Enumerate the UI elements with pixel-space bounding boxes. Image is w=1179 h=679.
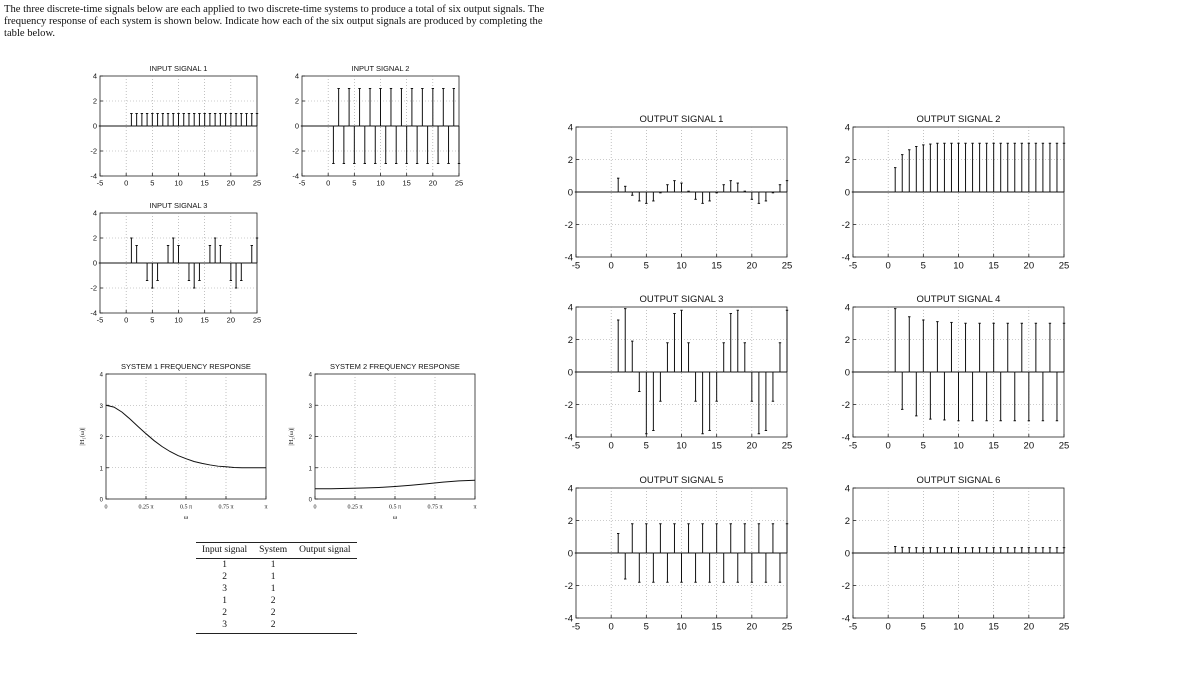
x-tick-label: 20 [1023, 440, 1035, 452]
x-tick-label: 0 [313, 504, 317, 511]
x-tick-label: 20 [226, 315, 236, 325]
x-tick-label: π [473, 504, 477, 511]
x-axis-label: ω [183, 514, 189, 521]
y-tick-label: 0 [308, 497, 312, 504]
problem-statement: The three discrete-time signals below are each applied to two discrete-time systems to produce a total of six output signals. The frequency response of each system is shown below. Indicate how each of the six output signals are produced by completing the table below. [4, 4, 545, 39]
x-tick-label: 5 [150, 315, 155, 325]
y-tick-label: 0 [294, 121, 299, 131]
x-tick-label: 10 [953, 621, 964, 633]
y-tick-label: -2 [564, 399, 573, 411]
x-tick-label: 10 [953, 260, 964, 272]
chart-title: OUTPUT SIGNAL 6 [916, 475, 1001, 486]
x-tick-label: -5 [571, 440, 581, 452]
chart-title: SYSTEM 1 FREQUENCY RESPONSE [121, 362, 251, 371]
x-tick-label: 10 [676, 440, 687, 452]
output-signal-4-plot [837, 288, 1077, 456]
y-tick-label: 4 [567, 483, 573, 495]
cell-input: 2 [222, 572, 227, 582]
x-tick-label: 20 [746, 260, 758, 272]
x-tick-label: 15 [711, 440, 722, 452]
x-tick-label: 25 [252, 178, 262, 188]
input-signal-3-plot [88, 197, 273, 327]
y-tick-label: 2 [92, 233, 97, 243]
chart-title: SYSTEM 2 FREQUENCY RESPONSE [330, 362, 460, 371]
x-tick-label: 20 [428, 178, 438, 188]
y-tick-label: -2 [841, 219, 850, 231]
x-tick-label: 5 [643, 621, 649, 633]
x-tick-label: -5 [848, 440, 858, 452]
x-tick-label: 5 [643, 440, 649, 452]
y-tick-label: 2 [294, 96, 299, 106]
y-tick-label: -4 [90, 308, 97, 318]
x-tick-label: 15 [200, 315, 209, 325]
y-tick-label: 0 [844, 548, 850, 560]
x-tick-label: 10 [676, 260, 687, 272]
x-tick-label: 0 [326, 178, 331, 188]
header-system: System [253, 543, 293, 559]
y-tick-label: 4 [567, 122, 573, 134]
x-tick-label: 0 [124, 178, 129, 188]
chart-title: OUTPUT SIGNAL 3 [639, 294, 724, 305]
x-tick-label: 25 [781, 440, 793, 452]
x-tick-label: 15 [988, 260, 999, 272]
y-tick-label: 0 [567, 548, 573, 560]
y-tick-label: -4 [292, 171, 299, 181]
chart-title: INPUT SIGNAL 2 [351, 64, 410, 73]
x-tick-label: 0.5 π [179, 504, 193, 511]
y-tick-label: 0 [567, 367, 573, 379]
y-tick-label: 2 [567, 154, 573, 166]
y-tick-label: 2 [844, 334, 850, 346]
x-tick-label: 10 [676, 621, 687, 633]
y-tick-label: 2 [844, 515, 850, 527]
x-tick-label: 25 [252, 315, 262, 325]
y-tick-label: 4 [99, 372, 103, 379]
x-tick-label: 25 [1058, 260, 1070, 272]
chart-title: OUTPUT SIGNAL 1 [639, 114, 724, 125]
cell-system: 2 [270, 608, 276, 618]
x-tick-label: 0.75 π [427, 504, 443, 511]
x-tick-label: 0 [124, 315, 129, 325]
table-row [196, 619, 357, 634]
y-tick-label: -4 [564, 252, 573, 264]
header-output-signal: Output signal [293, 543, 356, 559]
x-tick-label: 15 [402, 178, 411, 188]
cell-output-blank[interactable] [293, 559, 356, 572]
x-tick-label: 20 [226, 178, 236, 188]
x-tick-label: 5 [643, 260, 649, 272]
x-tick-label: 10 [174, 178, 183, 188]
x-tick-label: 0 [885, 260, 891, 272]
x-tick-label: 20 [1023, 621, 1035, 633]
cell-input: 3 [222, 584, 227, 594]
y-tick-label: 2 [308, 435, 312, 442]
chart-title: OUTPUT SIGNAL 2 [916, 114, 1001, 125]
y-tick-label: -2 [841, 580, 850, 592]
cell-input: 1 [222, 560, 227, 570]
y-axis-label: |H₁(ω)| [79, 427, 86, 446]
chart-title: INPUT SIGNAL 3 [149, 201, 208, 210]
y-tick-label: -4 [564, 432, 573, 444]
cell-input: 1 [222, 596, 227, 606]
y-tick-label: 4 [567, 302, 573, 314]
x-tick-label: 25 [1058, 621, 1070, 633]
x-tick-label: 25 [781, 621, 793, 633]
chart-title: OUTPUT SIGNAL 5 [639, 475, 724, 486]
y-tick-label: -2 [564, 219, 573, 231]
x-tick-label: -5 [96, 315, 104, 325]
x-tick-label: 5 [352, 178, 357, 188]
y-tick-label: 0 [92, 121, 97, 131]
output-signal-1-plot [560, 108, 800, 276]
x-tick-label: 15 [988, 440, 999, 452]
x-tick-label: 0.25 π [138, 504, 154, 511]
y-tick-label: -2 [90, 283, 97, 293]
cell-system: 1 [270, 572, 276, 582]
x-tick-label: π [264, 504, 268, 511]
chart-title: INPUT SIGNAL 1 [149, 64, 208, 73]
x-tick-label: 0 [104, 504, 108, 511]
x-tick-label: 0.75 π [218, 504, 234, 511]
table-row [196, 571, 357, 583]
y-tick-label: -4 [841, 432, 850, 444]
x-tick-label: -5 [96, 178, 104, 188]
y-tick-label: 4 [844, 483, 850, 495]
y-tick-label: 0 [99, 497, 103, 504]
cell-output-blank[interactable] [293, 571, 356, 583]
cell-system: 2 [270, 596, 276, 606]
x-tick-label: 0 [885, 440, 891, 452]
x-tick-label: 0 [608, 260, 614, 272]
y-tick-label: 3 [308, 403, 312, 410]
chart-title: OUTPUT SIGNAL 4 [916, 294, 1001, 305]
x-tick-label: -5 [848, 621, 858, 633]
x-tick-label: 15 [988, 621, 999, 633]
table-row [196, 607, 357, 619]
y-tick-label: 1 [308, 466, 312, 473]
table-row [196, 583, 357, 595]
header-input-signal: Input signal [196, 543, 253, 559]
y-tick-label: 4 [294, 71, 299, 81]
y-tick-label: -2 [841, 399, 850, 411]
y-tick-label: -2 [292, 146, 299, 156]
answer-table [196, 542, 357, 634]
table-row [196, 595, 357, 607]
y-tick-label: 2 [844, 154, 850, 166]
cell-system: 1 [270, 560, 276, 570]
x-tick-label: 5 [920, 621, 926, 633]
y-tick-label: 4 [844, 122, 850, 134]
y-tick-label: -4 [841, 252, 850, 264]
input-signal-2-plot [290, 60, 475, 190]
y-tick-label: -2 [90, 146, 97, 156]
x-tick-label: 5 [920, 440, 926, 452]
cell-output-blank[interactable] [293, 619, 356, 634]
y-tick-label: 0 [567, 187, 573, 199]
y-tick-label: 0 [844, 187, 850, 199]
x-tick-label: 0.25 π [347, 504, 363, 511]
cell-output-blank[interactable] [293, 607, 356, 619]
x-tick-label: 25 [454, 178, 464, 188]
y-tick-label: -4 [90, 171, 97, 181]
x-axis-label: ω [392, 514, 398, 521]
y-tick-label: 4 [92, 71, 97, 81]
x-tick-label: 20 [746, 440, 758, 452]
y-tick-label: 0 [844, 367, 850, 379]
y-tick-label: 3 [99, 403, 103, 410]
x-tick-label: 0 [608, 440, 614, 452]
x-tick-label: -5 [571, 260, 581, 272]
y-tick-label: 4 [844, 302, 850, 314]
table-row [196, 559, 357, 572]
x-tick-label: 20 [746, 621, 758, 633]
cell-system: 2 [253, 619, 293, 634]
y-tick-label: -4 [841, 613, 850, 625]
x-tick-label: 5 [150, 178, 155, 188]
output-signal-6-plot [837, 469, 1077, 637]
y-tick-label: 4 [92, 208, 97, 218]
x-tick-label: 15 [200, 178, 209, 188]
y-tick-label: -4 [564, 613, 573, 625]
y-tick-label: 2 [92, 96, 97, 106]
y-tick-label: -2 [564, 580, 573, 592]
x-tick-label: 15 [711, 260, 722, 272]
cell-input: 3 [196, 619, 253, 634]
x-tick-label: 0.5 π [388, 504, 402, 511]
cell-system: 1 [270, 584, 276, 594]
output-signal-3-plot [560, 288, 800, 456]
x-tick-label: 25 [781, 260, 793, 272]
y-tick-label: 1 [99, 466, 103, 473]
cell-output-blank[interactable] [293, 583, 356, 595]
y-axis-label: |H₂(ω)| [288, 427, 295, 446]
x-tick-label: -5 [848, 260, 858, 272]
x-tick-label: 25 [1058, 440, 1070, 452]
y-tick-label: 2 [567, 334, 573, 346]
system-1-frequency-response-plot [78, 358, 278, 523]
x-tick-label: -5 [298, 178, 306, 188]
y-tick-label: 4 [308, 372, 312, 379]
x-tick-label: -5 [571, 621, 581, 633]
x-tick-label: 0 [608, 621, 614, 633]
cell-input: 2 [222, 608, 227, 618]
output-signal-5-plot [560, 469, 800, 637]
x-tick-label: 20 [1023, 260, 1035, 272]
x-tick-label: 10 [376, 178, 385, 188]
system-2-frequency-response-plot [287, 358, 487, 523]
x-tick-label: 10 [953, 440, 964, 452]
x-tick-label: 5 [920, 260, 926, 272]
x-tick-label: 15 [711, 621, 722, 633]
output-signal-2-plot [837, 108, 1077, 276]
x-tick-label: 0 [885, 621, 891, 633]
response-curve [315, 480, 475, 488]
y-tick-label: 2 [99, 435, 103, 442]
cell-output-blank[interactable] [293, 595, 356, 607]
y-tick-label: 0 [92, 258, 97, 268]
input-signal-1-plot [88, 60, 273, 190]
y-tick-label: 2 [567, 515, 573, 527]
x-tick-label: 10 [174, 315, 183, 325]
